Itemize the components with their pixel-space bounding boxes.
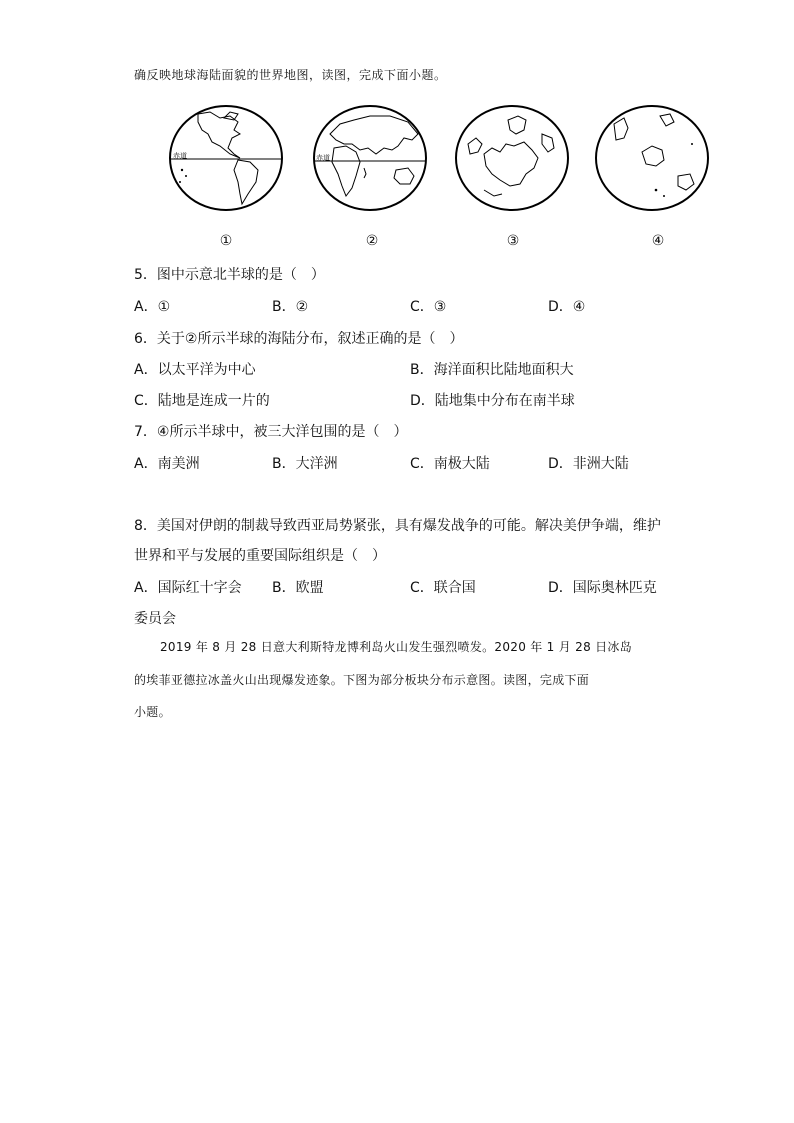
question-8-option-a: A．国际红十字会 <box>134 580 242 596</box>
question-5-option-c: C．③ <box>410 299 447 315</box>
globe-1-label: ① <box>219 233 233 249</box>
question-6-option-d: D．陆地集中分布在南半球 <box>410 393 575 409</box>
question-8-stem-line2: 世界和平与发展的重要国际组织是（ ） <box>134 548 386 564</box>
question-6-option-b: B．海洋面积比陆地面积大 <box>410 362 574 378</box>
globe-1-western-hemisphere <box>168 104 284 212</box>
question-7-option-a: A．南美洲 <box>134 456 200 472</box>
globe-1-equator-label: 赤道 <box>173 152 187 160</box>
passage-line-3: 小题。 <box>134 705 171 719</box>
question-8-option-b: B．欧盟 <box>272 580 324 596</box>
question-6-stem: 6．关于②所示半球的海陆分布，叙述正确的是（ ） <box>134 331 464 347</box>
globe-4-label: ④ <box>651 233 665 249</box>
globe-2-equator-label: 赤道 <box>316 154 330 162</box>
globe-2-label: ② <box>365 233 379 249</box>
intro-text: 确反映地球海陆面貌的世界地图，读图，完成下面小题。 <box>134 68 447 82</box>
question-5-option-b: B．② <box>272 299 309 315</box>
question-8-stem-line1: 8．美国对伊朗的制裁导致西亚局势紧张，具有爆发战争的可能。解决美伊争端，维护 <box>134 518 661 534</box>
globe-3-label: ③ <box>506 233 520 249</box>
question-6-option-c: C．陆地是连成一片的 <box>134 393 270 409</box>
passage-line-2: 的埃菲亚德拉冰盖火山出现爆发迹象。下图为部分板块分布示意图。读图，完成下面 <box>134 673 590 687</box>
globe-3-north-polar-hemisphere <box>454 104 570 212</box>
question-5-stem: 5．图中示意北半球的是（ ） <box>134 267 325 283</box>
globe-4-south-polar-hemisphere <box>594 104 710 212</box>
question-6-option-a: A．以太平洋为中心 <box>134 362 256 378</box>
question-5-option-a: A．① <box>134 299 171 315</box>
question-8-option-d: D．国际奥林匹克 <box>548 580 657 596</box>
question-7-stem: 7．④所示半球中，被三大洋包围的是（ ） <box>134 424 408 440</box>
globe-2-eastern-hemisphere <box>312 104 428 212</box>
question-8-option-c: C．联合国 <box>410 580 476 596</box>
question-7-option-d: D．非洲大陆 <box>548 456 629 472</box>
question-7-option-c: C．南极大陆 <box>410 456 490 472</box>
passage-line-1: 2019 年 8 月 28 日意大利斯特龙博利岛火山发生强烈喷发。2020 年 1 月 28 日冰岛 <box>160 640 633 654</box>
question-7-option-b: B．大洋洲 <box>272 456 338 472</box>
question-5-option-d: D．④ <box>548 299 586 315</box>
question-8-option-d-wrap: 委员会 <box>134 611 176 627</box>
